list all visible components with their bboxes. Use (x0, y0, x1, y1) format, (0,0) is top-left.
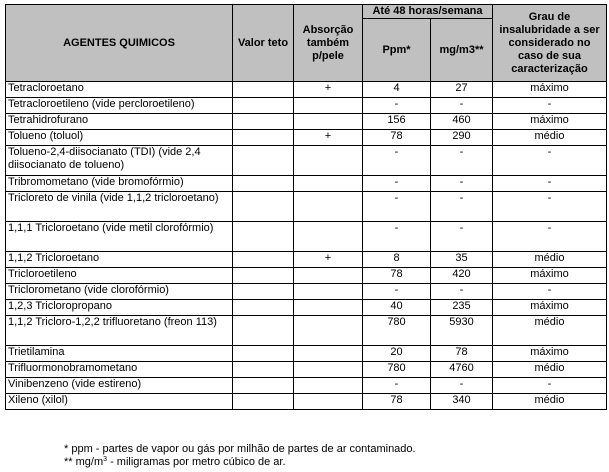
ppm-value-cell: - (363, 192, 431, 222)
ppm-value-cell: 78 (363, 268, 431, 284)
chemical-agents-table (5, 4, 607, 410)
ppm-value-cell: 780 (363, 316, 431, 346)
absorcao-pele-cell (294, 192, 363, 222)
absorcao-pele-cell (294, 362, 363, 378)
ppm-value-cell: 78 (363, 130, 431, 146)
mgm3-value-cell: - (431, 222, 493, 252)
table-row (6, 222, 607, 252)
valor-teto-cell (233, 362, 294, 378)
footnote-mgm3-prefix: ** mg/m (64, 456, 104, 468)
ppm-value-cell: - (363, 176, 431, 192)
agent-name-cell: Tricloreto de vinila (vide 1,1,2 tricloroetano) (6, 192, 233, 222)
agent-name-cell: Tetrahidrofurano (6, 114, 233, 130)
table-row (6, 362, 607, 378)
absorcao-pele-cell (294, 222, 363, 252)
mgm3-value-cell: - (431, 192, 493, 222)
valor-teto-cell (233, 98, 294, 114)
table-row (6, 268, 607, 284)
valor-teto-cell (233, 394, 294, 410)
table-row (6, 114, 607, 130)
header-valor-teto: Valor teto (233, 5, 294, 82)
footnotes (64, 443, 416, 469)
table-row (6, 192, 607, 222)
absorcao-pele-cell (294, 394, 363, 410)
valor-teto-cell (233, 316, 294, 346)
ppm-value-cell: 156 (363, 114, 431, 130)
footnote-mgm3 (64, 456, 416, 469)
grau-insalubridade-cell: máximo (493, 268, 607, 284)
agent-name-cell: Tolueno (toluol) (6, 130, 233, 146)
mgm3-value-cell: 35 (431, 252, 493, 268)
mgm3-value-cell: - (431, 176, 493, 192)
table-row (6, 176, 607, 192)
grau-insalubridade-cell: - (493, 146, 607, 176)
table-row (6, 346, 607, 362)
valor-teto-cell (233, 82, 294, 98)
absorcao-pele-cell (294, 146, 363, 176)
mgm3-value-cell: 5930 (431, 316, 493, 346)
absorcao-pele-cell (294, 98, 363, 114)
agent-name-cell: Xileno (xilol) (6, 394, 233, 410)
agent-name-cell: Trifluormonobramometano (6, 362, 233, 378)
grau-insalubridade-cell: máximo (493, 82, 607, 98)
agent-name-cell: Vinibenzeno (vide estireno) (6, 378, 233, 394)
grau-insalubridade-cell: - (493, 98, 607, 114)
table-row (6, 98, 607, 114)
mgm3-value-cell: - (431, 98, 493, 114)
header-agentes: AGENTES QUIMICOS (6, 5, 233, 82)
grau-insalubridade-cell: máximo (493, 114, 607, 130)
header-grau: Grau de insalubridade a ser considerado no caso de sua caracterização (493, 5, 607, 82)
table-row (6, 284, 607, 300)
absorcao-pele-cell (294, 114, 363, 130)
agent-name-cell: 1,2,3 Tricloropropano (6, 300, 233, 316)
ppm-value-cell: - (363, 146, 431, 176)
ppm-value-cell: 8 (363, 252, 431, 268)
table-row (6, 82, 607, 98)
mgm3-value-cell: 235 (431, 300, 493, 316)
absorcao-pele-cell: + (294, 130, 363, 146)
grau-insalubridade-cell: máximo (493, 300, 607, 316)
agent-name-cell: Tricloroetileno (6, 268, 233, 284)
ppm-value-cell: 40 (363, 300, 431, 316)
absorcao-pele-cell (294, 346, 363, 362)
absorcao-pele-cell (294, 378, 363, 394)
agent-name-cell: Tetracloroetano (6, 82, 233, 98)
agent-name-cell: Trietilamina (6, 346, 233, 362)
mgm3-value-cell: 290 (431, 130, 493, 146)
table-row (6, 394, 607, 410)
absorcao-pele-cell: + (294, 252, 363, 268)
grau-insalubridade-cell: médio (493, 394, 607, 410)
header-mgm3: mg/m3** (431, 19, 493, 82)
footnote-mgm3-sup: 3 (103, 456, 108, 463)
valor-teto-cell (233, 176, 294, 192)
mgm3-value-cell: 420 (431, 268, 493, 284)
header-ppm: Ppm* (363, 19, 431, 82)
grau-insalubridade-cell: - (493, 284, 607, 300)
valor-teto-cell (233, 146, 294, 176)
absorcao-pele-cell (294, 316, 363, 346)
agent-name-cell: Tetracloroetileno (vide percloroetileno) (6, 98, 233, 114)
valor-teto-cell (233, 284, 294, 300)
ppm-value-cell: - (363, 222, 431, 252)
mgm3-value-cell: 460 (431, 114, 493, 130)
valor-teto-cell (233, 192, 294, 222)
table-row (6, 252, 607, 268)
ppm-value-cell: - (363, 284, 431, 300)
absorcao-pele-cell (294, 176, 363, 192)
absorcao-pele-cell: + (294, 82, 363, 98)
mgm3-value-cell: - (431, 284, 493, 300)
mgm3-value-cell: 340 (431, 394, 493, 410)
valor-teto-cell (233, 300, 294, 316)
valor-teto-cell (233, 346, 294, 362)
agent-name-cell: 1,1,2 Tricloroetano (6, 252, 233, 268)
table-row (6, 316, 607, 346)
agent-name-cell: Tribromometano (vide bromofórmio) (6, 176, 233, 192)
grau-insalubridade-cell: - (493, 378, 607, 394)
ppm-value-cell: - (363, 98, 431, 114)
valor-teto-cell (233, 268, 294, 284)
grau-insalubridade-cell: - (493, 192, 607, 222)
absorcao-pele-cell (294, 300, 363, 316)
grau-insalubridade-cell: - (493, 176, 607, 192)
grau-insalubridade-cell: médio (493, 316, 607, 346)
table-row (6, 300, 607, 316)
ppm-value-cell: 780 (363, 362, 431, 378)
footnote-mgm3-suffix: - miligramas por metro cúbico de ar. (107, 456, 286, 468)
agent-name-cell: 1,1,1 Tricloroetano (vide metil clorofórmio) (6, 222, 233, 252)
ppm-value-cell: 78 (363, 394, 431, 410)
table-row (6, 378, 607, 394)
header-absorcao: Absorção também p/pele (294, 5, 363, 82)
mgm3-value-cell: 27 (431, 82, 493, 98)
agent-name-cell: 1,1,2 Tricloro-1,2,2 trifluoretano (freon 113) (6, 316, 233, 346)
grau-insalubridade-cell: médio (493, 362, 607, 378)
mgm3-value-cell: - (431, 146, 493, 176)
grau-insalubridade-cell: médio (493, 252, 607, 268)
footnote-ppm: * ppm - partes de vapor ou gás por milhão de partes de ar contaminado. (64, 443, 416, 455)
mgm3-value-cell: 4760 (431, 362, 493, 378)
valor-teto-cell (233, 222, 294, 252)
absorcao-pele-cell (294, 268, 363, 284)
mgm3-value-cell: - (431, 378, 493, 394)
valor-teto-cell (233, 378, 294, 394)
mgm3-value-cell: 78 (431, 346, 493, 362)
agent-name-cell: Tolueno-2,4-diisocianato (TDI) (vide 2,4 diisocianato de tolueno) (6, 146, 233, 176)
header-ate-48-horas: Até 48 horas/semana (363, 5, 493, 19)
ppm-value-cell: 20 (363, 346, 431, 362)
valor-teto-cell (233, 114, 294, 130)
grau-insalubridade-cell: médio (493, 130, 607, 146)
table-row (6, 130, 607, 146)
grau-insalubridade-cell: - (493, 222, 607, 252)
grau-insalubridade-cell: máximo (493, 346, 607, 362)
valor-teto-cell (233, 130, 294, 146)
ppm-value-cell: 4 (363, 82, 431, 98)
ppm-value-cell: - (363, 378, 431, 394)
table-row (6, 146, 607, 176)
valor-teto-cell (233, 252, 294, 268)
absorcao-pele-cell (294, 284, 363, 300)
agent-name-cell: Triclorometano (vide clorofórmio) (6, 284, 233, 300)
